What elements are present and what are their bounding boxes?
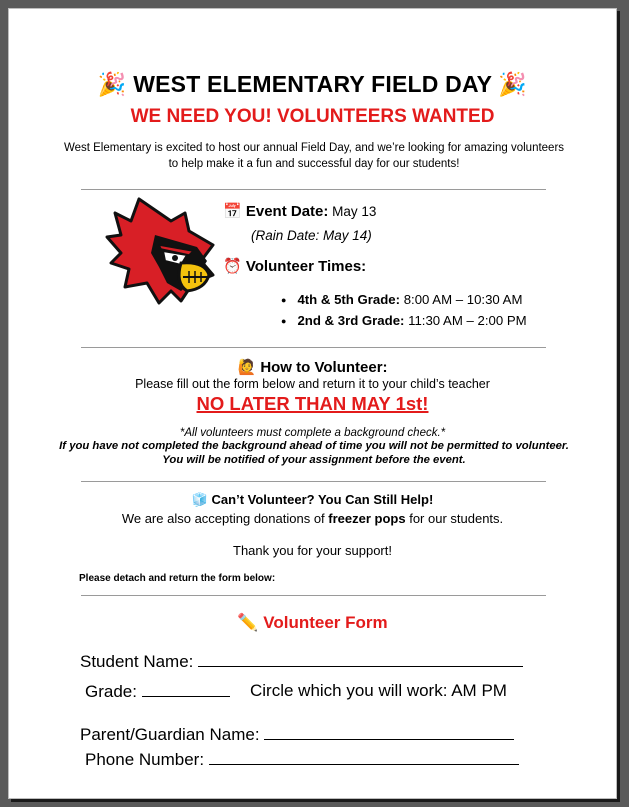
detach-line (81, 595, 546, 596)
shift-choice[interactable] (250, 681, 507, 701)
deadline-text: NO LATER THAN MAY 1st! (196, 393, 429, 414)
party-popper-icon: 🎉 (498, 72, 528, 98)
ice-cube-icon: 🧊 (191, 493, 208, 508)
student-name-label: Student Name: (80, 652, 199, 671)
phone-number-field[interactable] (85, 749, 519, 770)
volunteer-form-heading (9, 613, 616, 633)
divider (81, 481, 546, 482)
phone-number-blank[interactable] (209, 749, 519, 765)
volunteer-times-label: Volunteer Times: (245, 258, 367, 275)
how-to-volunteer-text: Please fill out the form below and return it to your child’s teacher (135, 377, 490, 391)
flyer-title (9, 71, 616, 98)
time-range: 8:00 AM – 10:30 AM (400, 292, 523, 307)
how-title-text: How to Volunteer: (260, 359, 388, 376)
intro-paragraph: West Elementary is excited to host our annual Field Day, and we’re looking for amazing volunteers to help make it a fun and successful day for our students! (63, 142, 565, 170)
cardinal-mascot-icon (101, 191, 221, 309)
donation-text-end: for our students. (405, 511, 504, 526)
event-date-label: Event Date: (245, 203, 329, 220)
volunteer-times-heading (223, 257, 366, 275)
divider (81, 189, 546, 190)
event-date-row (223, 202, 376, 220)
deadline-notice (9, 393, 616, 415)
parent-name-label: Parent/Guardian Name: (80, 725, 265, 744)
volunteer-times-list (281, 290, 527, 332)
parent-name-blank[interactable] (264, 724, 514, 740)
calendar-icon: 📅 (223, 202, 242, 220)
detach-note: Please detach and return the form below: (79, 573, 276, 584)
phone-number-label: Phone Number: (85, 750, 209, 769)
donation-text (9, 511, 616, 526)
background-warning: If you have not completed the background ahead of time you will not be permitted to volunteer. You will be notified of your assignment before the event. (59, 440, 569, 466)
thank-you-text: Thank you for your support! (233, 543, 392, 558)
how-to-volunteer-heading (9, 358, 616, 376)
freezer-pops-text: freezer pops (328, 511, 406, 526)
donation-text-start: We are also accepting donations of (121, 511, 329, 526)
grade-field[interactable] (85, 681, 230, 702)
form-title-text: Volunteer Form (263, 613, 388, 632)
student-name-blank[interactable] (198, 651, 523, 667)
raised-hand-icon: 🙋 (237, 358, 257, 376)
donation-title-text: Can’t Volunteer? You Can Still Help! (211, 492, 434, 507)
divider (81, 347, 546, 348)
time-range: 11:30 AM – 2:00 PM (404, 313, 527, 328)
grade-label: 2nd & 3rd Grade: (297, 313, 405, 328)
grade-label: 4th & 5th Grade: (297, 292, 401, 307)
rain-date: (Rain Date: May 14) (251, 228, 372, 243)
event-date-value: May 13 (328, 204, 377, 219)
flyer-subtitle: WE NEED YOU! VOLUNTEERS WANTED (130, 106, 495, 127)
parent-name-field[interactable] (80, 724, 514, 745)
donation-heading (9, 492, 616, 508)
shift-choice-label: Circle which you will work: AM PM (250, 681, 507, 700)
pencil-icon: ✏️ (237, 613, 259, 633)
student-name-field[interactable] (80, 651, 523, 672)
grade-label: Grade: (85, 682, 142, 701)
list-item (281, 290, 527, 311)
grade-blank[interactable] (142, 681, 230, 697)
flyer-page (8, 8, 617, 799)
alarm-clock-icon: ⏰ (223, 257, 242, 275)
title-text: WEST ELEMENTARY FIELD DAY (133, 71, 492, 97)
party-popper-icon: 🎉 (97, 72, 127, 98)
list-item (281, 311, 527, 332)
background-check-note: *All volunteers must complete a background check.* (179, 427, 446, 439)
